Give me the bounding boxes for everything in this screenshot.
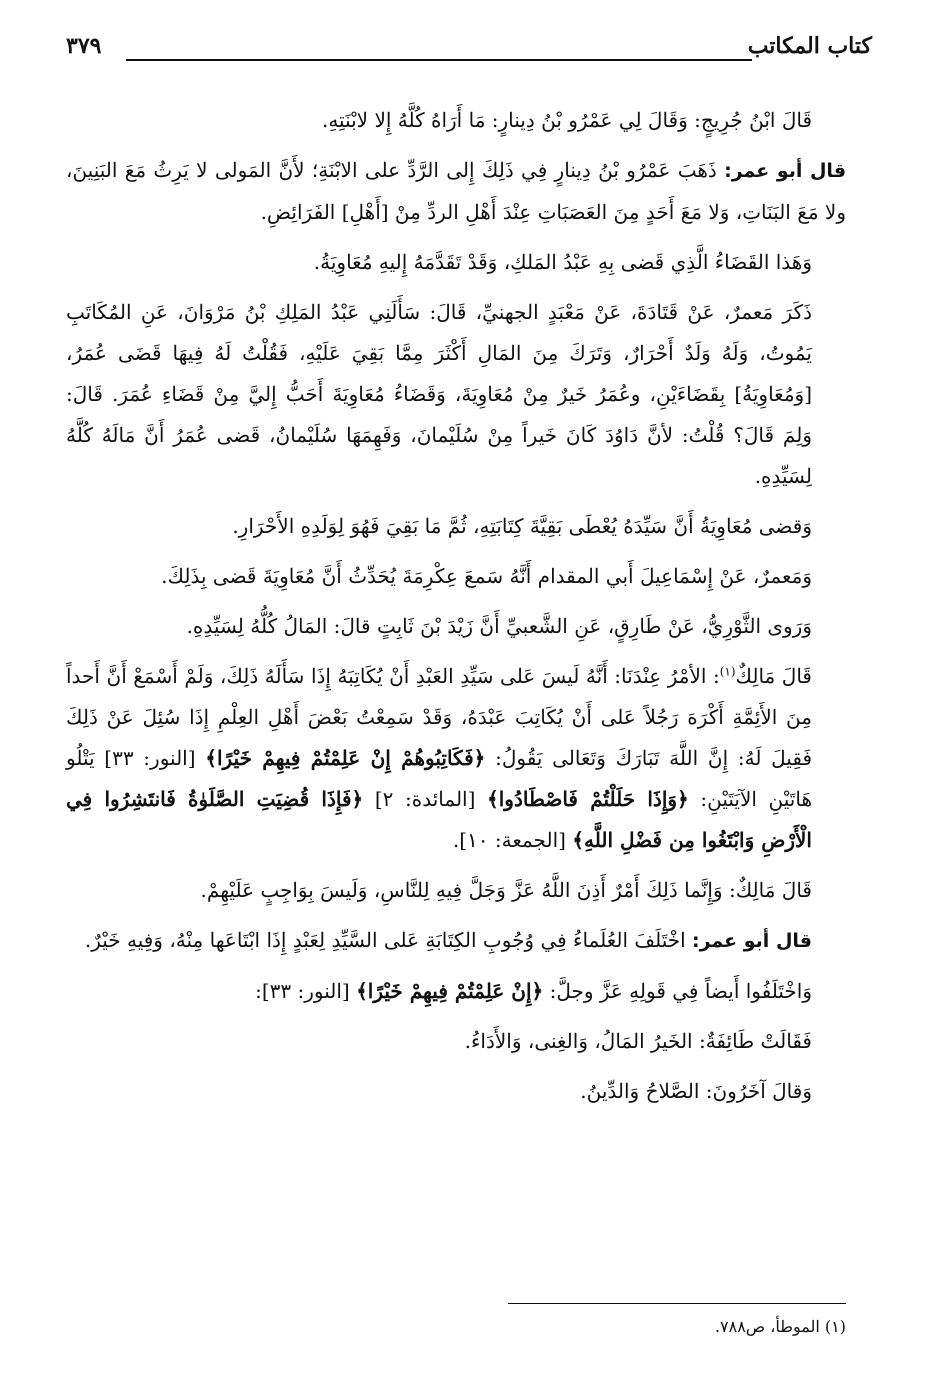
paragraph	[66, 606, 846, 647]
body-text	[66, 100, 846, 1121]
paragraph-text: وَقضى مُعَاوِيَةُ أَنَّ سَيِّدَهُ يُعْطَى بَقِيَّةَ كِتَابَتِهِ، ثُمَّ مَا بَقِيَ فَهُوَ لِوَلَدِهِ الأَحْرَارِ.	[232, 514, 812, 538]
paragraph	[66, 100, 846, 141]
paragraph-text: وَهَذا القَضَاءُ الَّذِي قَضى بِهِ عَبْدُ المَلكِ، وَقَدْ تَقَدَّمَهُ إِليهِ مُعَاوِيَةُ.	[313, 250, 812, 274]
paragraph	[66, 971, 846, 1012]
paragraph-text: ذَهَبَ عَمْرُو بْنُ دِينارٍ فِي ذَلِكَ إِلى الرَّدِّ على الابْنَةِ؛ لأَنَّ المَولى لا يَرِثُ مَعَ البَنِينَ، ولا مَعَ البَنَاتِ، وَلا مَعَ أَحَدٍ مِنَ العَصَبَاتِ عِنْدَ أَهْلِ الردِّ مِنْ [أَهْلِ] الفَرَائِضِ.	[66, 158, 846, 224]
running-header	[66, 30, 872, 74]
paragraph-text: : الأمْرُ عِنْدَنَا: أَنَّهُ لَيسَ عَلى سَيِّدِ العَبْدِ أَنْ يُكَاتِبَهُ إِذَا سَأَلَهُ ذَلِكَ، وَلَمْ أَسْمَعْ أَنَّ أَحداً مِنَ الأَئِمَّةِ أَكْرَهَ رَجُلاً عَلى أَنْ يُكَاتِبَ عَبْدَهُ، وَقَدْ سَمِعْتُ بَعْضَ أَهْلِ العِلْمِ إِذَا سُئِلَ عَنْ ذَلِكَ فَقِيلَ لَهُ: إِنَّ اللَّهَ تَبَارَكَ وَتَعَالى يَقُولُ:	[66, 664, 812, 770]
paragraph-text: اخْتَلَفَ العُلَماءُ فِي وُجُوبِ الكِتَابَةِ عَلى السَّيِّدِ لِعَبْدٍ إِذَا ابْتَاعَها مِنْهُ، وَفِيهِ خَيْرٌ.	[84, 928, 693, 952]
quran-quote: ﴿فَكَاتِبُوهُمْ إِنْ عَلِمْتُمْ فِيهِمْ خَيْرًا﴾	[205, 746, 486, 770]
paragraph	[66, 1071, 846, 1112]
paragraph	[66, 920, 846, 962]
paragraph-text: وَرَوى الثَّوْرِيُّ، عَنْ طَارِقٍ، عَنِ الشَّعبيِّ أَنَّ زَيْدَ بْنَ ثَابِتٍ قالَ: المَالُ كُلُّهُ لِسَيِّدِهِ.	[186, 614, 812, 638]
paragraph-text: قَالَ مَالِكٌ	[735, 664, 812, 688]
paragraph-text: قَالَ ابْنُ جُرِيجٍ: وَقَالَ لِي عَمْرُو بْنُ دِينارٍ: مَا أَرَاهُ كُلَّهُ إِلا لابْنَتِهِ.	[321, 108, 812, 132]
footnote-marker: (١)	[719, 664, 736, 679]
paragraph	[66, 150, 846, 233]
footnote: (١) الموطأ، ص٧٨٨.	[714, 1317, 846, 1336]
speaker-label: قال أبو عمر:	[692, 930, 812, 952]
paragraph-text: [النور: ٣٣] يَتْلُو هَاتَيْنِ الآيَتَيْنِ:	[66, 746, 812, 811]
paragraph	[66, 506, 846, 547]
paragraph-text: وَمَعمرٌ، عَنْ إِسْمَاعِيلَ أَبي المقدام أَنَّهُ سَمعَ عِكْرِمَةَ يُحَدِّثُ أَنَّ مُعَاوِيَةَ قَضى بِذَلِكَ.	[161, 564, 812, 588]
paragraph-text: ذَكَرَ مَعمرٌ، عَنْ قَتَادَةَ، عَنْ مَعْبَدٍ الجهنيِّ، قَالَ: سَأَلَنِي عَبْدُ المَلِكِ بْنُ مَرْوَانَ، عَنِ المُكَاتَبِ يَمُوتُ، وَلَهُ وَلَدٌ أَحْرَارٌ، وَتَرَكَ مِنَ المَالِ أَكْثَرَ مِمَّا بَقِيَ عَلَيْهِ، فَقُلْتُ لَهُ فِيهَا قَضَى عُمَرُ، [وَمُعَاوِيَةُ] بِقَضَاءَيْنِ، وعُمَرُ خَيرٌ مِنْ مُعَاوِيَةَ، وَقَضَاءُ مُعَاوِيَةَ أَحَبُّ إِليَّ مِنْ قَضَاءِ عُمَرَ. قَالَ: وَلِمَ قَالَ؟ قُلْتُ: لأنَّ دَاوُدَ كَانَ خَيراً مِنْ سُلَيْمانَ، وَفَهِمَهَا سُلَيْمانُ، قَضى عُمَرُ أَنَّ مَالَهُ كُلَّهُ لِسَيِّدِهِ.	[66, 300, 812, 488]
speaker-label: قال أبو عمر:	[724, 160, 847, 182]
paragraph	[66, 242, 846, 283]
paragraph	[66, 1021, 846, 1062]
paragraph-text: وَقالَ آخَرُونَ: الصَّلاحُ وَالدِّينُ.	[580, 1079, 812, 1103]
paragraph-text: [المائدة: ٢]	[363, 787, 488, 811]
footnote-rule	[508, 1303, 846, 1304]
paragraph	[66, 656, 846, 861]
paragraph	[66, 556, 846, 597]
page-number: ٣٧٩	[66, 33, 102, 59]
book-title: كتاب المكاتب	[747, 33, 872, 59]
paragraph-text: [الجمعة: ١٠].	[452, 828, 573, 852]
paragraph	[66, 292, 846, 497]
paragraph-text: قَالَ مَالِكٌ: وَإِنَّما ذَلِكَ أَمْرٌ أَذِنَ اللَّهُ عَزَّ وَجَلَّ فِيهِ لِلنَّاسِ، وَلَيسَ بِوَاجِبٍ عَلَيْهِمْ.	[200, 878, 812, 902]
paragraph-text: [النور: ٣٣]:	[255, 979, 357, 1003]
quran-quote: ﴿وَإِذَا حَلَلْتُمْ فَاصْطَادُوا﴾	[487, 787, 689, 811]
quran-quote: ﴿إِنْ عَلِمْتُمْ فِيهِمْ خَيْرًا﴾	[356, 979, 544, 1003]
paragraph	[66, 870, 846, 911]
paragraph-text: وَاخْتَلَفُوا أَيضاً فِي قَولِهِ عَزَّ وجلَّ:	[543, 979, 812, 1003]
paragraph-text: فَقَالَتْ طَائِفَةٌ: الخَيرُ المَالُ، وَالغِنى، وَالأَدَاءُ.	[464, 1029, 812, 1053]
quran-quote: ﴿فَإِذَا قُضِيَتِ الصَّلَوٰةُ فَانتَشِرُوا فِي الْأَرْضِ وَابْتَغُوا مِن فَضْلِ اللَّهِ﴾	[66, 787, 812, 852]
header-rule	[126, 59, 752, 61]
